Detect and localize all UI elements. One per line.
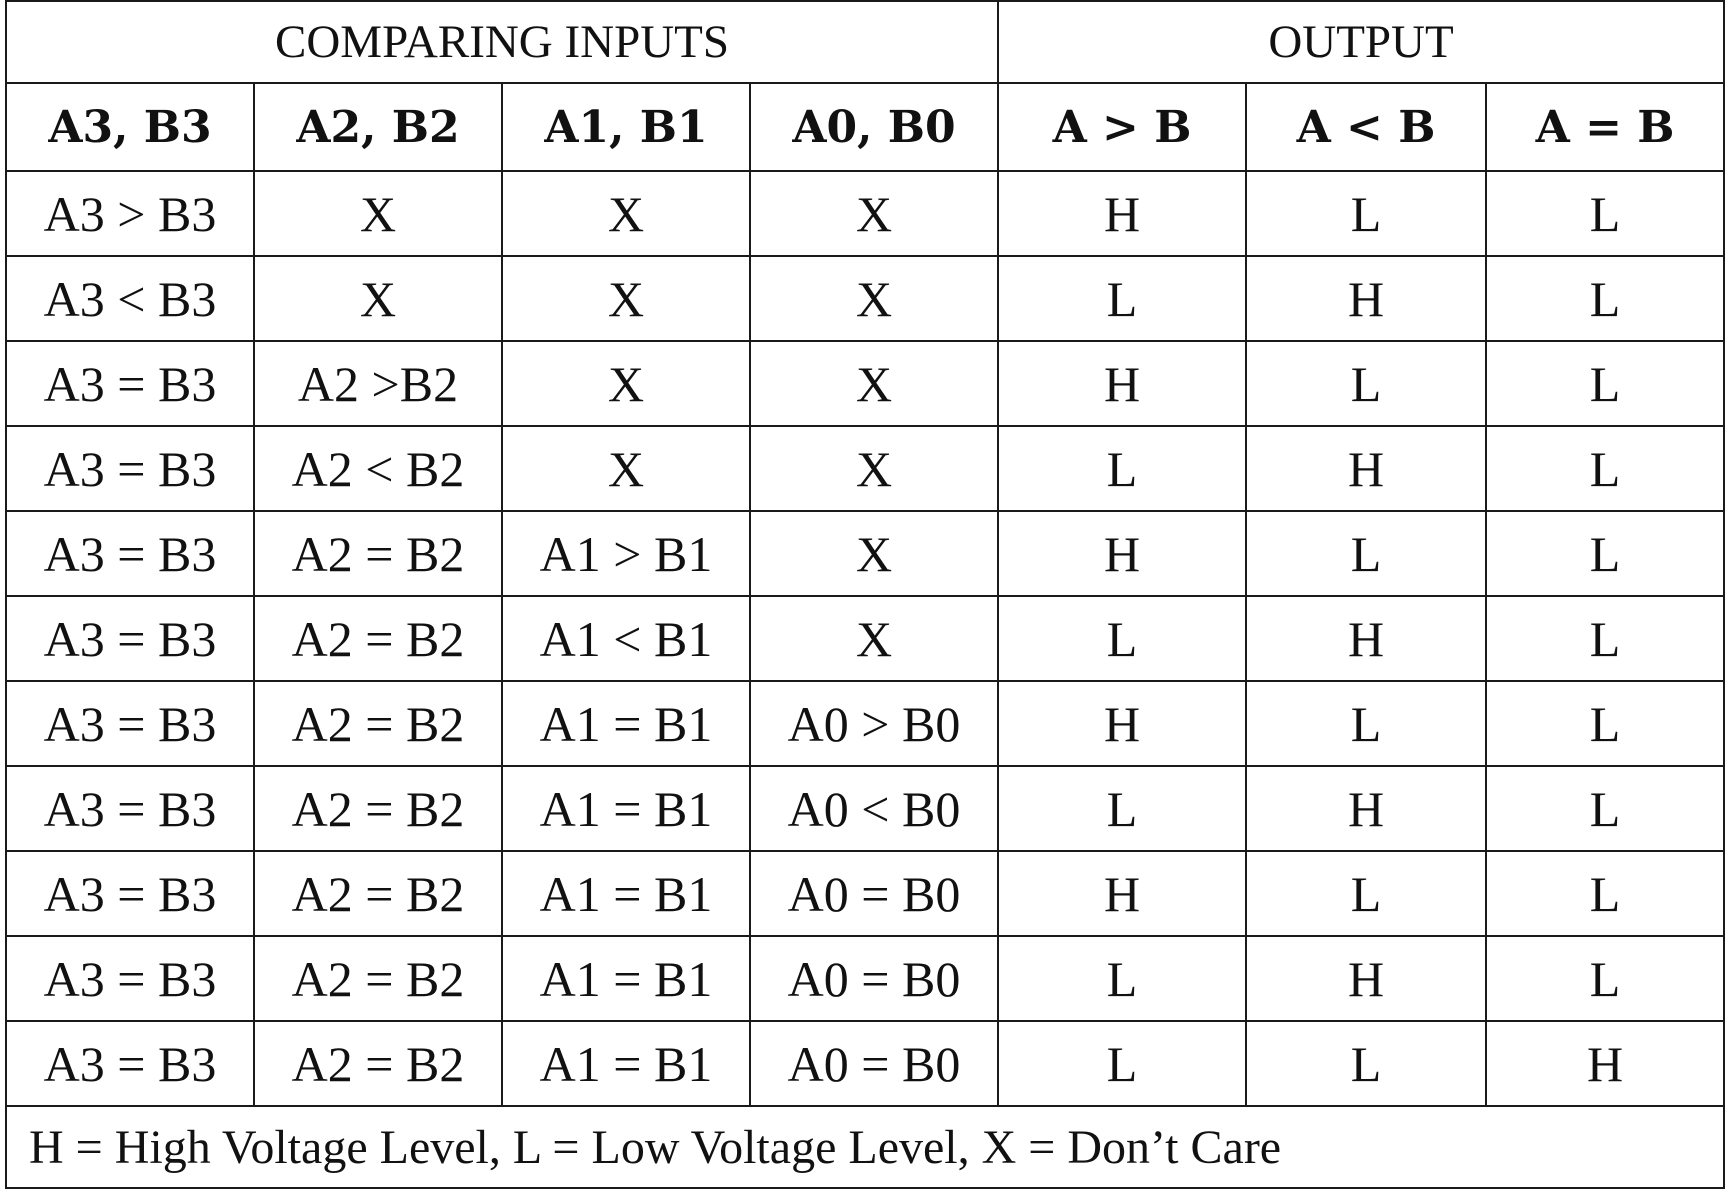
- cell-a1-b1: A1 = B1: [502, 1021, 750, 1106]
- table-row: [6, 766, 1724, 851]
- cell-a1-b1: A1 = B1: [502, 936, 750, 1021]
- cell-a-greater-b: H: [998, 341, 1246, 426]
- column-header-a3-b3: A3, B3: [6, 83, 254, 171]
- column-header-a1-b1: A1, B1: [502, 83, 750, 171]
- cell-a-greater-b: L: [998, 256, 1246, 341]
- table-row: [6, 171, 1724, 256]
- cell-a-less-b: L: [1246, 681, 1486, 766]
- cell-a3-b3: A3 = B3: [6, 766, 254, 851]
- cell-a2-b2: A2 >B2: [254, 341, 502, 426]
- table-row: [6, 936, 1724, 1021]
- cell-a-greater-b: L: [998, 596, 1246, 681]
- cell-a3-b3: A3 = B3: [6, 341, 254, 426]
- cell-a-less-b: L: [1246, 1021, 1486, 1106]
- cell-a-equal-b: H: [1486, 1021, 1724, 1106]
- cell-a3-b3: A3 = B3: [6, 596, 254, 681]
- column-header-a-equal-b: A = B: [1486, 83, 1724, 171]
- cell-a-less-b: H: [1246, 426, 1486, 511]
- cell-a-greater-b: L: [998, 936, 1246, 1021]
- table-row: [6, 426, 1724, 511]
- cell-a1-b1: X: [502, 256, 750, 341]
- truth-table-body: [6, 171, 1724, 1106]
- cell-a0-b0: X: [750, 511, 998, 596]
- cell-a-greater-b: L: [998, 766, 1246, 851]
- column-header-row: [6, 83, 1724, 171]
- group-header-row: [6, 1, 1724, 83]
- cell-a-equal-b: L: [1486, 596, 1724, 681]
- cell-a0-b0: A0 = B0: [750, 936, 998, 1021]
- cell-a1-b1: X: [502, 171, 750, 256]
- cell-a2-b2: X: [254, 256, 502, 341]
- footnote-row: [6, 1106, 1724, 1188]
- cell-a-less-b: H: [1246, 596, 1486, 681]
- cell-a3-b3: A3 = B3: [6, 851, 254, 936]
- cell-a2-b2: X: [254, 171, 502, 256]
- cell-a0-b0: X: [750, 256, 998, 341]
- cell-a0-b0: A0 < B0: [750, 766, 998, 851]
- cell-a-equal-b: L: [1486, 341, 1724, 426]
- cell-a0-b0: X: [750, 171, 998, 256]
- cell-a-equal-b: L: [1486, 426, 1724, 511]
- cell-a-equal-b: L: [1486, 766, 1724, 851]
- table-row: [6, 681, 1724, 766]
- cell-a2-b2: A2 = B2: [254, 596, 502, 681]
- cell-a2-b2: A2 = B2: [254, 681, 502, 766]
- cell-a-equal-b: L: [1486, 511, 1724, 596]
- cell-a0-b0: X: [750, 426, 998, 511]
- column-header-a0-b0: A0, B0: [750, 83, 998, 171]
- cell-a0-b0: A0 > B0: [750, 681, 998, 766]
- cell-a0-b0: X: [750, 341, 998, 426]
- cell-a3-b3: A3 > B3: [6, 171, 254, 256]
- cell-a1-b1: A1 < B1: [502, 596, 750, 681]
- cell-a3-b3: A3 = B3: [6, 426, 254, 511]
- footnote: H = High Voltage Level, L = Low Voltage Level, X = Don’t Care: [6, 1106, 1724, 1188]
- cell-a0-b0: A0 = B0: [750, 1021, 998, 1106]
- cell-a-greater-b: H: [998, 511, 1246, 596]
- table-row: [6, 596, 1724, 681]
- cell-a3-b3: A3 = B3: [6, 1021, 254, 1106]
- cell-a-greater-b: H: [998, 171, 1246, 256]
- cell-a-less-b: H: [1246, 936, 1486, 1021]
- cell-a-greater-b: H: [998, 681, 1246, 766]
- cell-a-less-b: L: [1246, 511, 1486, 596]
- comparator-truth-table: [5, 0, 1725, 1189]
- cell-a2-b2: A2 = B2: [254, 936, 502, 1021]
- cell-a2-b2: A2 = B2: [254, 1021, 502, 1106]
- cell-a3-b3: A3 < B3: [6, 256, 254, 341]
- output-header: OUTPUT: [998, 1, 1724, 83]
- cell-a-greater-b: L: [998, 1021, 1246, 1106]
- table-row: [6, 851, 1724, 936]
- cell-a-equal-b: L: [1486, 681, 1724, 766]
- column-header-a2-b2: A2, B2: [254, 83, 502, 171]
- cell-a1-b1: A1 = B1: [502, 766, 750, 851]
- cell-a1-b1: A1 = B1: [502, 851, 750, 936]
- cell-a-less-b: H: [1246, 256, 1486, 341]
- table-row: [6, 511, 1724, 596]
- cell-a-less-b: L: [1246, 851, 1486, 936]
- cell-a1-b1: X: [502, 426, 750, 511]
- cell-a-greater-b: L: [998, 426, 1246, 511]
- column-header-a-greater-b: A > B: [998, 83, 1246, 171]
- cell-a2-b2: A2 = B2: [254, 511, 502, 596]
- table-row: [6, 341, 1724, 426]
- table-row: [6, 256, 1724, 341]
- cell-a2-b2: A2 < B2: [254, 426, 502, 511]
- cell-a-less-b: L: [1246, 171, 1486, 256]
- table-row: [6, 1021, 1724, 1106]
- cell-a-greater-b: H: [998, 851, 1246, 936]
- cell-a0-b0: A0 = B0: [750, 851, 998, 936]
- cell-a1-b1: X: [502, 341, 750, 426]
- cell-a-less-b: H: [1246, 766, 1486, 851]
- cell-a1-b1: A1 = B1: [502, 681, 750, 766]
- cell-a-equal-b: L: [1486, 936, 1724, 1021]
- cell-a-equal-b: L: [1486, 851, 1724, 936]
- column-header-a-less-b: A < B: [1246, 83, 1486, 171]
- cell-a-equal-b: L: [1486, 256, 1724, 341]
- cell-a2-b2: A2 = B2: [254, 851, 502, 936]
- cell-a0-b0: X: [750, 596, 998, 681]
- cell-a3-b3: A3 = B3: [6, 936, 254, 1021]
- cell-a1-b1: A1 > B1: [502, 511, 750, 596]
- cell-a-less-b: L: [1246, 341, 1486, 426]
- cell-a3-b3: A3 = B3: [6, 681, 254, 766]
- cell-a3-b3: A3 = B3: [6, 511, 254, 596]
- comparing-inputs-header: COMPARING INPUTS: [6, 1, 998, 83]
- cell-a-equal-b: L: [1486, 171, 1724, 256]
- cell-a2-b2: A2 = B2: [254, 766, 502, 851]
